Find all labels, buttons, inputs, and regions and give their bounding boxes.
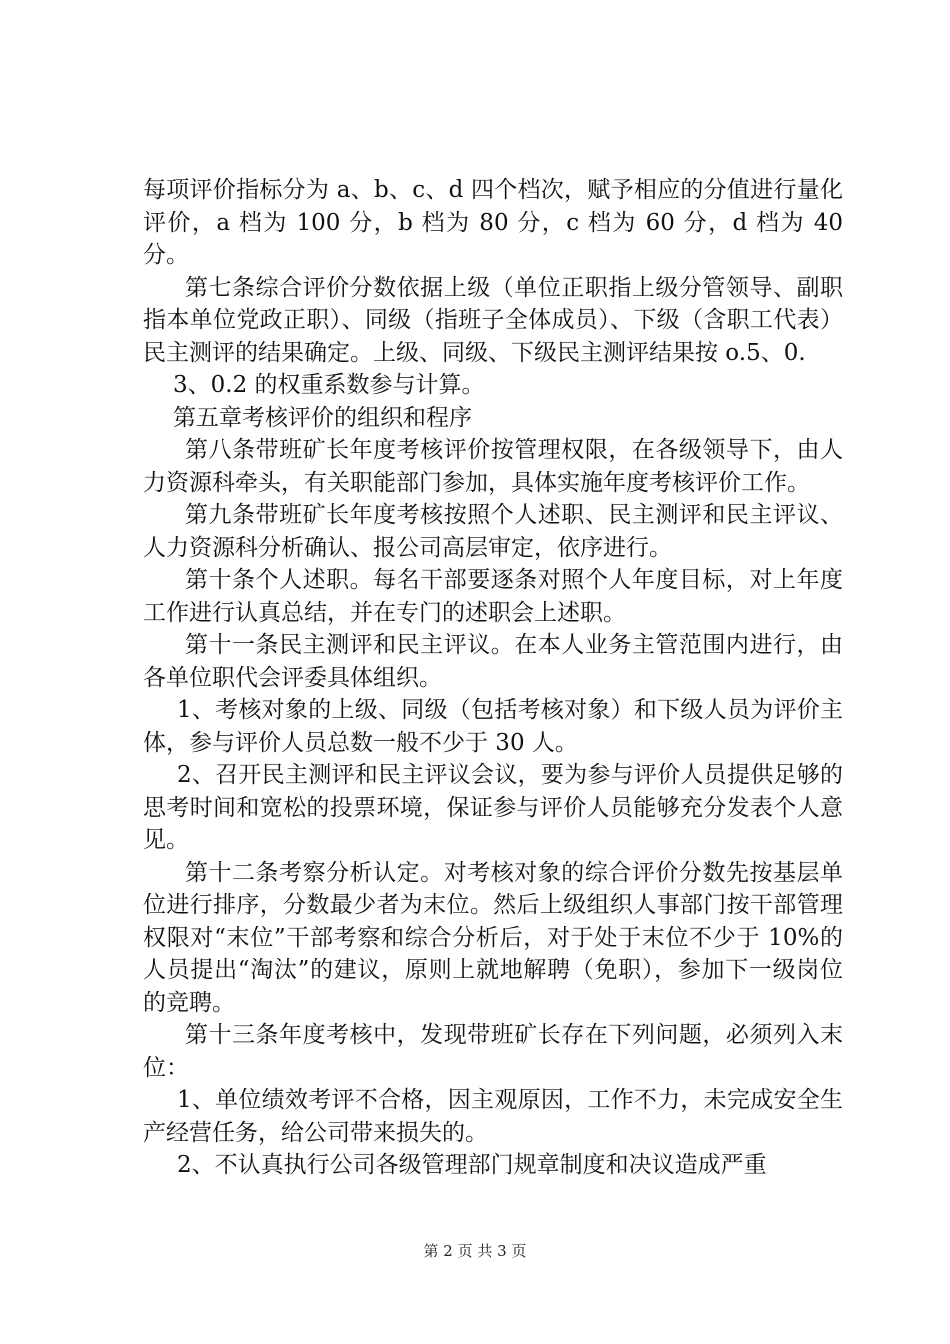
paragraph-article-10: 第十条个人述职。每名干部要逐条对照个人年度目标，对上年度工作进行认真总结，并在专门的述职会上述职。 <box>143 567 843 626</box>
document-body <box>143 174 843 1182</box>
page-number-footer: 第 2 页 共 3 页 <box>423 1242 527 1260</box>
paragraph-article-13: 第十三条年度考核中，发现带班矿长存在下列问题，必须列入末位： <box>143 1022 843 1081</box>
paragraph-weight-coefficients: 3、0.2 的权重系数参与计算。 <box>173 372 485 398</box>
paragraph-rating-levels: 每项评价指标分为 a、b、c、d 四个档次，赋予相应的分值进行量化评价，a 档为 100 分，b 档为 80 分，c 档为 60 分，d 档为 40 分。 <box>143 177 843 268</box>
paragraph-article-12: 第十二条考察分析认定。对考核对象的综合评价分数先按基层单位进行排序，分数最少者为末位。然后上级组织人事部门按干部管理权限对“末位”干部考察和综合分析后，对于处于末位不少于 10%的人员提出“淘汰”的建议，原则上就地解聘（免职），参加下一级岗位的竞聘。 <box>143 859 843 1016</box>
paragraph-article-9: 第九条带班矿长年度考核按照个人述职、民主测评和民主评议、人力资源科分析确认、报公司高层审定，依序进行。 <box>143 502 843 561</box>
paragraph-article-7: 第七条综合评价分数依据上级（单位正职指上级分管领导、副职指本单位党政正职）、同级（指班子全体成员）、下级（含职工代表）民主测评的结果确定。上级、同级、下级民主测评结果按 o.5、0. <box>143 274 843 366</box>
paragraph-item-1: 1、考核对象的上级、同级（包括考核对象）和下级人员为评价主体，参与评价人员总数一般不少于 30 人。 <box>143 697 843 756</box>
paragraph-problem-2: 2、不认真执行公司各级管理部门规章制度和决议造成严重 <box>177 1152 767 1178</box>
paragraph-article-8: 第八条带班矿长年度考核评价按管理权限，在各级领导下，由人力资源科牵头，有关职能部门参加，具体实施年度考核评价工作。 <box>143 437 843 496</box>
paragraph-article-11: 第十一条民主测评和民主评议。在本人业务主管范围内进行，由各单位职代会评委具体组织。 <box>143 632 843 691</box>
paragraph-problem-1: 1、单位绩效考评不合格，因主观原因，工作不力，未完成安全生产经营任务，给公司带来损失的。 <box>143 1087 843 1146</box>
paragraph-item-2: 2、召开民主测评和民主评议会议，要为参与评价人员提供足够的思考时间和宽松的投票环境，保证参与评价人员能够充分发表个人意见。 <box>143 762 843 853</box>
chapter-heading-5: 第五章考核评价的组织和程序 <box>173 404 472 431</box>
